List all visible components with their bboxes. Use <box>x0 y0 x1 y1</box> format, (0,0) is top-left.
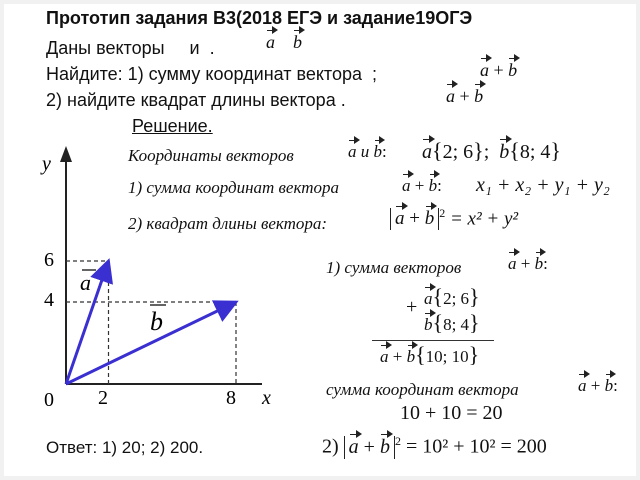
x-tick-2: 2 <box>98 387 108 409</box>
colon: : <box>613 376 618 395</box>
exponent: 2 <box>439 206 446 220</box>
exponent: 2 <box>394 434 401 448</box>
column-plus: + <box>406 296 418 318</box>
vector-a-symbol: a <box>508 254 517 273</box>
vector-b-symbol: b <box>499 141 510 163</box>
vector-b-symbol: b <box>424 315 433 334</box>
vector-b-symbol: b <box>379 435 390 458</box>
find1-text: Найдите: 1) сумму координат вектора <box>46 64 363 84</box>
vector-a-symbol: a <box>402 176 411 195</box>
len-prefix: 2) <box>322 435 339 458</box>
vector-a-symbol: a <box>348 142 357 161</box>
find1-end: ; <box>372 64 378 84</box>
vector-a-symbol: a <box>578 376 587 395</box>
vector-a-label: a <box>80 270 91 295</box>
coord-a-value: 2; 6 <box>442 141 474 163</box>
sep: ; <box>483 141 490 163</box>
vector-b-symbol: b <box>508 60 518 80</box>
x-axis-label: x <box>262 387 271 409</box>
colon: : <box>382 142 387 161</box>
vector-b-symbol: b <box>474 86 484 106</box>
plus-sign: + <box>409 208 420 230</box>
vector-a-symbol: a <box>348 435 359 458</box>
vector-b-symbol: b <box>534 254 544 273</box>
sum-label: 1) сумма координат вектора <box>128 178 339 197</box>
sum-formula: x₁ + x₂ + y₁ + y₂ <box>476 174 610 196</box>
coord-sum-value: 10 + 10 = 20 <box>400 402 503 424</box>
plus-sign: + <box>414 176 425 195</box>
vector-a-symbol: a <box>422 141 432 163</box>
x-tick-8: 8 <box>226 387 236 409</box>
plus-sign: + <box>459 86 470 106</box>
sq-rhs: = x² + y² <box>449 208 519 230</box>
row3-value: 10; 10 <box>425 347 469 366</box>
vector-b-label: b <box>150 307 163 336</box>
vector-b-symbol: b <box>424 208 435 230</box>
column-row-a: a{2; 6} <box>424 284 480 309</box>
origin-label: 0 <box>44 389 54 411</box>
plus-sign: + <box>520 254 531 273</box>
y-tick-4: 4 <box>44 289 54 311</box>
coords-label: Координаты векторов <box>128 146 294 165</box>
row2-value: 8; 4 <box>443 315 470 334</box>
y-axis-label: y <box>42 153 51 175</box>
vector-b-symbol: b <box>428 176 438 195</box>
vector-b-symbol: b <box>293 32 302 52</box>
vector-a-symbol: a <box>446 86 455 106</box>
vector-b-symbol: b <box>604 376 614 395</box>
row1-value: 2; 6 <box>443 289 470 308</box>
y-tick-6: 6 <box>44 249 54 271</box>
given-and: и <box>189 38 200 58</box>
len-value: = 10² + 10² = 200 <box>405 435 547 458</box>
vec-sum-label: 1) сумма векторов <box>326 258 462 277</box>
coords-values: a{2; 6}; b{8; 4} <box>422 138 561 163</box>
coords-and: и <box>360 142 370 161</box>
solution-heading: Решение. <box>132 116 213 136</box>
answer: Ответ: 1) 20; 2) 200. <box>46 438 204 457</box>
vector-b-symbol: b <box>373 142 382 161</box>
plus-sign: + <box>493 60 504 80</box>
colon: : <box>437 176 442 195</box>
given-end: . <box>209 38 215 58</box>
vector-b-symbol: b <box>406 347 416 366</box>
vector-a-symbol: a <box>480 60 489 80</box>
given-prefix: Даны векторы <box>46 38 165 58</box>
column-result: a + b{10; 10} <box>380 342 480 367</box>
vector-a-symbol: a <box>424 289 433 308</box>
vector-a-symbol: a <box>395 208 405 230</box>
vector-a-symbol: a <box>380 347 389 366</box>
plus-sign: + <box>363 435 375 458</box>
coord-b-value: 8; 4 <box>519 141 551 163</box>
coord-sum-label: сумма координат вектора <box>326 380 519 399</box>
find2-text: 2) найдите квадрат длины вектора <box>46 90 336 110</box>
page-title: Прототип задания В3(2018 ЕГЭ и задание19ОГЭ <box>46 8 473 28</box>
vector-a-symbol: a <box>266 32 275 52</box>
sq-label: 2) квадрат длины вектора: <box>128 214 328 233</box>
find2-end: . <box>340 90 346 110</box>
plus-sign: + <box>590 376 601 395</box>
plus-sign: + <box>392 347 403 366</box>
colon: : <box>543 254 548 273</box>
column-row-b: b{8; 4} <box>424 310 480 335</box>
